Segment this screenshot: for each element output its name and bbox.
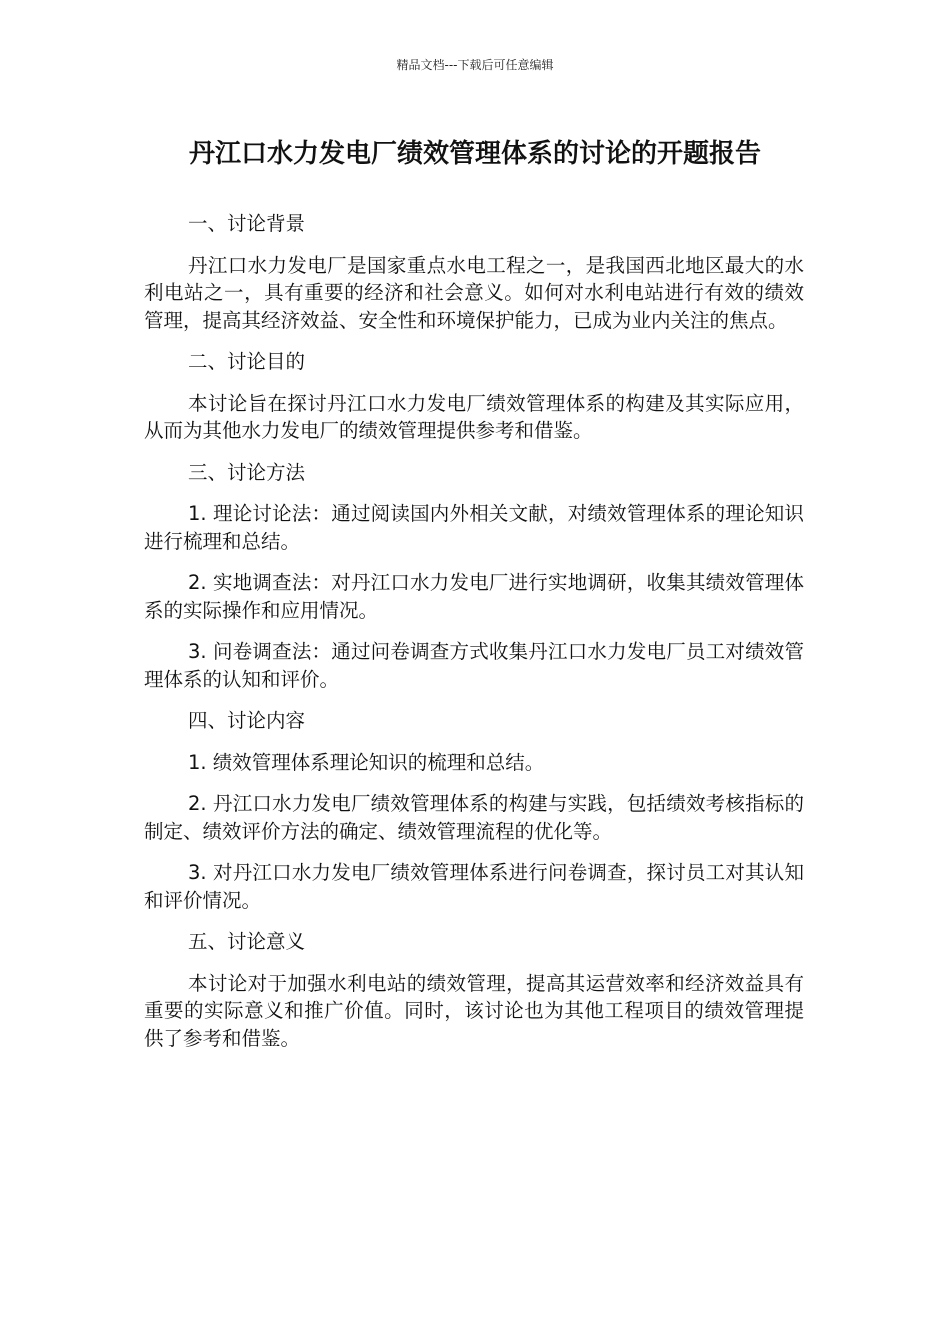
paragraph: 本讨论对于加强水利电站的绩效管理，提高其运营效率和经济效益具有重要的实际意义和推广价值。同时，该讨论也为其他工程项目的绩效管理提供了参考和借鉴。 bbox=[144, 971, 804, 1050]
list-item: 1. 理论讨论法：通过阅读国内外相关文献，对绩效管理体系的理论知识进行梳理和总结。 bbox=[144, 502, 804, 553]
list-item: 2. 丹江口水力发电厂绩效管理体系的构建与实践，包括绩效考核指标的制定、绩效评价方法的确定、绩效管理流程的优化等。 bbox=[144, 792, 804, 843]
section-heading-purpose: 二、讨论目的 bbox=[188, 350, 306, 373]
header-note: 精品文档---下载后可任意编辑 bbox=[396, 58, 554, 72]
paragraph: 丹江口水力发电厂是国家重点水电工程之一，是我国西北地区最大的水利电站之一，具有重要的经济和社会意义。如何对水利电站进行有效的绩效管理，提高其经济效益、安全性和环境保护能力，已成为业内关注的焦点。 bbox=[144, 253, 804, 332]
section-heading-methods: 三、讨论方法 bbox=[188, 460, 306, 484]
document-title: 丹江口水力发电厂绩效管理体系的讨论的开题报告 bbox=[188, 139, 761, 169]
section-heading-significance: 五、讨论意义 bbox=[188, 930, 306, 953]
list-item: 1. 绩效管理体系理论知识的梳理和总结。 bbox=[188, 750, 545, 774]
document-body bbox=[144, 210, 804, 1066]
list-item: 3. 对丹江口水力发电厂绩效管理体系进行问卷调查，探讨员工对其认知和评价情况。 bbox=[144, 861, 804, 912]
section-heading-background: 一、讨论背景 bbox=[188, 212, 306, 235]
paragraph: 本讨论旨在探讨丹江口水力发电厂绩效管理体系的构建及其实际应用，从而为其他水力发电厂的绩效管理提供参考和借鉴。 bbox=[144, 391, 804, 442]
list-item: 2. 实地调查法：对丹江口水力发电厂进行实地调研，收集其绩效管理体系的实际操作和应用情况。 bbox=[144, 571, 804, 622]
list-item: 3. 问卷调查法：通过问卷调查方式收集丹江口水力发电厂员工对绩效管理体系的认知和评价。 bbox=[144, 640, 804, 691]
section-heading-content: 四、讨论内容 bbox=[188, 709, 306, 732]
